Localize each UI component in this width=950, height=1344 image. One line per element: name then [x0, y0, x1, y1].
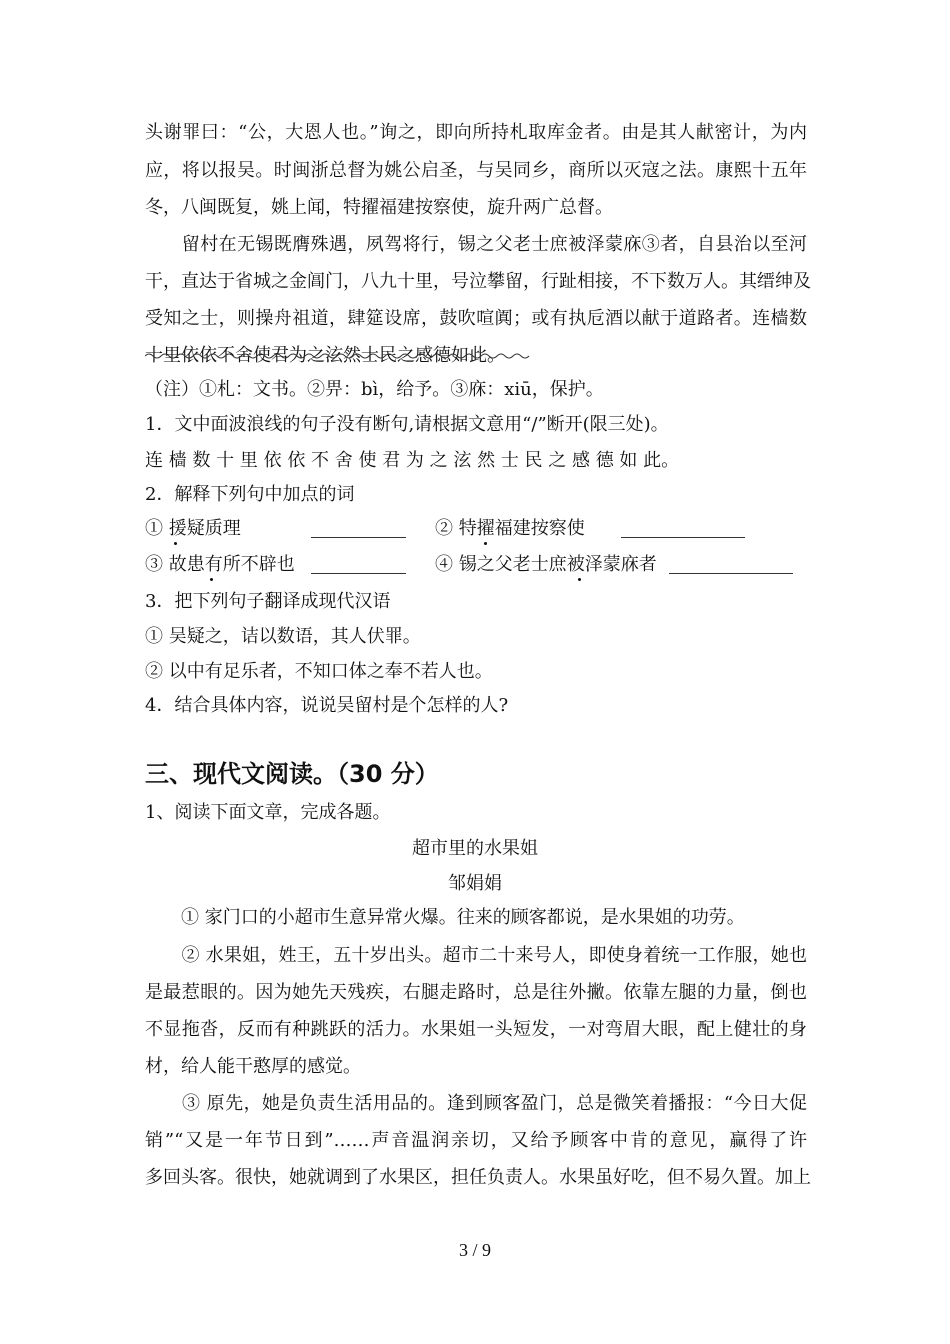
- answer-blank[interactable]: [311, 537, 406, 538]
- passage-line-wavy: 十里依依不舍使君为之泫然士民之感德如此。: [145, 345, 505, 366]
- emphasis-dot: [174, 542, 177, 545]
- answer-blank[interactable]: [669, 573, 793, 574]
- passage-line: 头谢罪曰：“公，大恩人也。”询之，即向所持札取库金者。由是其人献密计，为内: [145, 122, 807, 143]
- question-2-item-4: ④ 锡之父老士庶被泽蒙庥者: [435, 554, 657, 575]
- question-3-item-2: ② 以中有足乐者，不知口体之奉不若人也。: [145, 661, 493, 682]
- question-4-prompt: 4．结合具体内容，说说吴留村是个怎样的人?: [145, 695, 509, 716]
- article-line: ③ 原先，她是负责生活用品的。逢到顾客盈门，总是微笑着播报：“今日大促: [145, 1093, 807, 1114]
- answer-blank[interactable]: [621, 537, 745, 538]
- passage-line: 留村在无锡既膺殊遇，夙驾将行，锡之父老士庶被泽蒙庥③者，自县治以至河: [145, 234, 807, 255]
- article-line: 多回头客。很快，她就调到了水果区，担任负责人。水果虽好吃，但不易久置。加上: [145, 1167, 811, 1188]
- question-2-prompt: 2．解释下列句中加点的词: [145, 484, 355, 505]
- article-line: 销”“又是一年节日到”……声音温润亲切，又给予顾客中肯的意见，赢得了许: [145, 1130, 807, 1151]
- question-2-item-3: ③ 故患有所不辟也: [145, 554, 295, 575]
- annotation-note: （注）①札：文书。②畀：bì，给予。③庥：xiū，保护。: [145, 379, 604, 400]
- section-instruction: 1、阅读下面文章，完成各题。: [145, 802, 391, 823]
- passage-line: 干，直达于省城之金阊门，八九十里，号泣攀留，行趾相接，不下数万人。其缙绅及: [145, 271, 811, 292]
- page-number: 3 / 9: [458, 1240, 491, 1260]
- emphasis-dot: [578, 578, 581, 581]
- question-1-sentence: 连 樯 数 十 里 依 依 不 舍 使 君 为 之 泫 然 士 民 之 感 德 如 此。: [145, 450, 680, 471]
- passage-line: 冬，八闽既复，姚上闻，特擢福建按察使，旋升两广总督。: [145, 197, 613, 218]
- question-3-prompt: 3．把下列句子翻译成现代汉语: [145, 591, 391, 612]
- emphasis-dot: [484, 542, 487, 545]
- article-title: 超市里的水果姐: [412, 838, 538, 859]
- question-2-item-2: ② 特擢福建按察使: [435, 518, 585, 539]
- article-line: ① 家门口的小超市生意异常火爆。往来的顾客都说，是水果姐的功劳。: [145, 907, 745, 928]
- wavy-underline: [145, 352, 530, 360]
- article-line: 是最惹眼的。因为她先天残疾，右腿走路时，总是往外撇。依靠左腿的力量，倒也: [145, 982, 807, 1003]
- question-3-item-1: ① 吴疑之，诘以数语，其人伏罪。: [145, 626, 421, 647]
- section-heading: 三、现代文阅读。（30 分）: [145, 760, 439, 788]
- passage-line: 应，将以报吴。时闽浙总督为姚公启圣，与吴同乡，商所以灭寇之法。康熙十五年: [145, 160, 807, 181]
- article-line: 不显拖沓，反而有种跳跃的活力。水果姐一头短发，一对弯眉大眼，配上健壮的身: [145, 1019, 807, 1040]
- article-line: 材，给人能干憨厚的感觉。: [145, 1056, 361, 1077]
- question-1-prompt: 1．文中面波浪线的句子没有断句,请根据文意用“/”断开(限三处)。: [145, 414, 669, 435]
- passage-line: 受知之士，则操舟祖道，肆筵设席，鼓吹喧阗；或有执卮酒以献于道路者。连樯数: [145, 308, 807, 329]
- article-line: ② 水果姐，姓王，五十岁出头。超市二十来号人，即使身着统一工作服，她也: [145, 945, 807, 966]
- emphasis-dot: [210, 578, 213, 581]
- answer-blank[interactable]: [311, 573, 406, 574]
- article-author: 邹娟娟: [448, 873, 502, 894]
- question-2-item-1: ① 援疑质理: [145, 518, 241, 539]
